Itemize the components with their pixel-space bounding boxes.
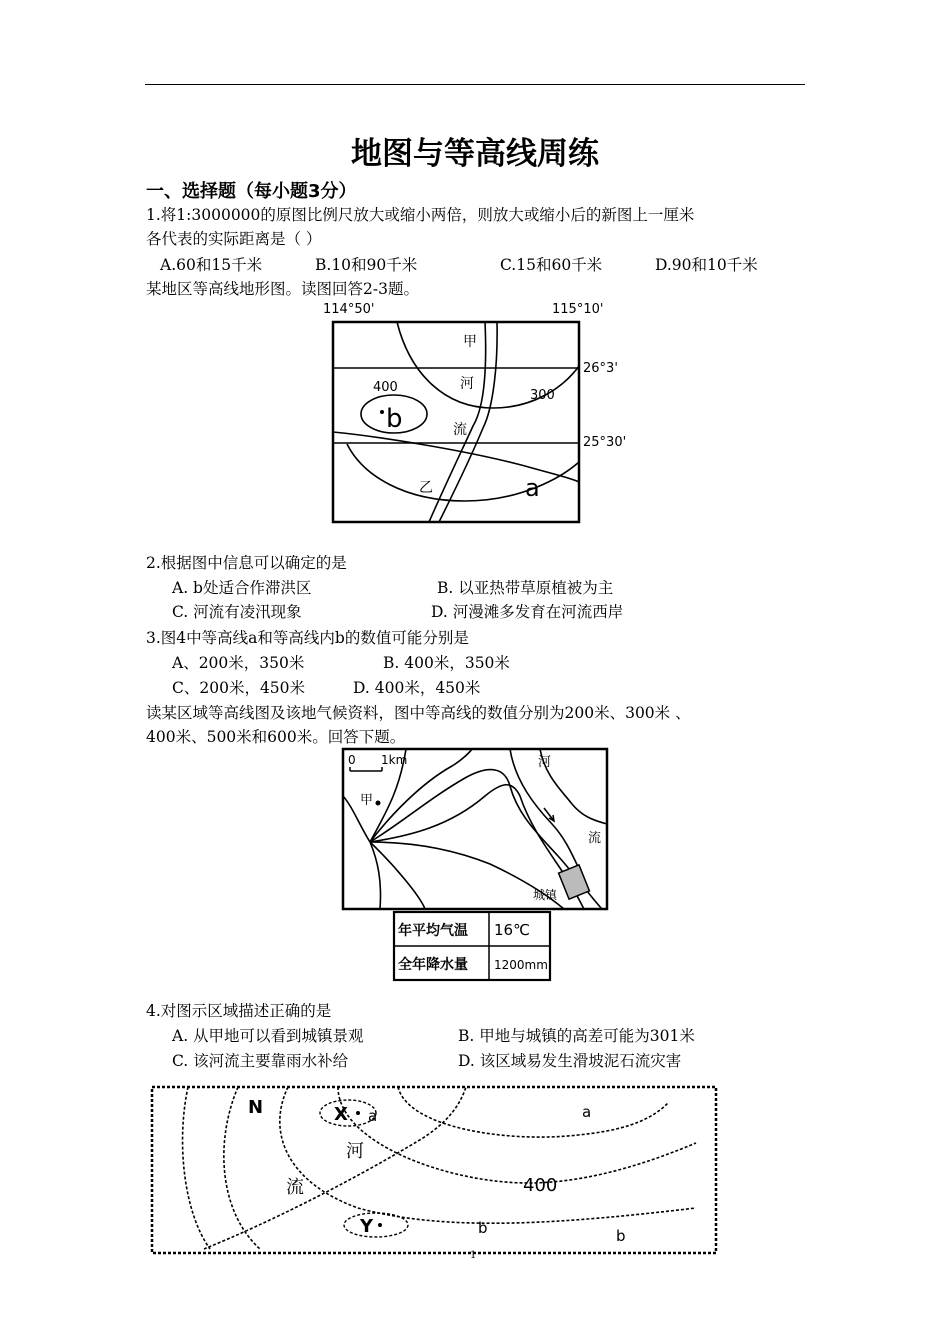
q4-option-c: C. 该河流主要靠雨水补给 [172,1052,349,1070]
point-y-dot [378,1223,382,1227]
q1-option-c: C.15和60千米 [500,256,603,274]
river-char-3: 流 [453,422,467,438]
page-number: 1 [470,1250,477,1261]
point-jia-label: 甲 [360,793,374,808]
q1-option-b: B.10和90千米 [315,256,418,274]
q3-option-a: A、200米，350米 [172,654,305,672]
q3-option-c: C、200米，450米 [172,679,306,697]
q1-option-d: D.90和10千米 [655,256,758,274]
town-label: 城镇 [533,888,558,902]
contour-a-label: a [525,474,540,502]
point-y-label: Y [360,1216,374,1237]
table-value-temp: 16℃ [494,921,530,939]
label-a-2: a [582,1103,592,1121]
contour-line-5 [370,842,425,909]
q1-option-a: A.60和15千米 [160,256,263,274]
town-block [559,865,590,899]
table-value-precip: 1200mm [494,958,548,972]
table-label-precip: 全年降水量 [398,957,468,973]
q4-option-d: D. 该区域易发生滑坡泥石流灾害 [458,1052,682,1070]
river-flow-arrow [544,808,554,821]
table-label-temp: 年平均气温 [398,923,468,939]
scale-zero: 0 [348,753,356,767]
river-char-1: 河 [538,755,552,770]
contour-400-label: 400 [523,1175,558,1196]
q1-stem-line1: 1.将1:3000000的原图比例尺放大或缩小两倍，则放大或缩小后的新图上一厘米 [146,206,695,224]
page-title: 地图与等高线周练 [351,136,599,172]
q2-stem: 2.根据图中信息可以确定的是 [146,554,347,572]
contour-map-1 [315,296,635,528]
north-arrow-label: N [248,1097,264,1118]
point-x-dot [356,1111,360,1115]
lon-right-label: 115°10' [552,302,604,317]
contour-line-6 [370,842,381,909]
q3-stem: 3.图4中等高线a和等高线内b的数值可能分别是 [146,629,469,647]
river-char-4: 乙 [419,480,433,496]
q3-option-b: B. 400米，350米 [383,654,510,672]
contour-map-2 [340,746,612,986]
river-char-1: 河 [346,1141,364,1162]
point-jia-dot [376,801,381,806]
river-bank-east [439,322,497,522]
label-b-1: b [478,1219,488,1237]
river-char-1: 甲 [463,334,477,350]
section-heading: 一、选择题（每小题3分） [146,181,357,202]
q2-option-d: D. 河漫滩多发育在河流西岸 [431,603,624,621]
intro-q2-3: 某地区等高线地形图。读图回答2-3题。 [146,280,419,298]
lon-left-label: 114°50' [323,302,375,317]
point-b-dot [380,410,384,414]
lat-top-label: 26°3' [583,361,618,376]
label-a-1: a [368,1107,378,1125]
point-x-label: X [334,1104,348,1125]
contour-left-1 [183,1087,210,1249]
contour-400 [338,1087,696,1183]
contour-a [398,1087,668,1137]
q4-stem: 4.对图示区域描述正确的是 [146,1002,332,1020]
contour-map-3 [148,1083,720,1258]
header-rule [145,84,805,85]
q2-option-a: A. b处适合作滞洪区 [172,579,312,597]
lat-bottom-label: 25°30' [583,435,627,450]
q2-option-c: C. 河流有凌汛现象 [172,603,302,621]
contour-300-label: 300 [530,388,555,403]
label-b-2: b [616,1227,626,1245]
map3-frame [152,1087,716,1253]
river-char-2: 流 [588,831,602,846]
river-char-2: 流 [286,1177,304,1198]
q4-option-a: A. 从甲地可以看到城镇景观 [172,1027,364,1045]
q1-stem-line2: 各代表的实际距离是（ ） [146,230,322,248]
q4-option-b: B. 甲地与城镇的高差可能为301米 [458,1027,695,1045]
contour-upper [333,432,579,482]
closed-contour-y [344,1213,408,1237]
contour-400-label: 400 [373,380,398,395]
point-b-label: b [386,404,403,434]
intro-q4-line2: 400米、500米和600米。回答下题。 [146,728,406,746]
scale-1km: 1km [381,753,408,767]
intro-q4-line1: 读某区域等高线图及该地气候资料，图中等高线的数值分别为200米、300米 、 [146,704,691,722]
q2-option-b: B. 以亚热带草原植被为主 [437,579,614,597]
q3-option-d: D. 400米，450米 [353,679,481,697]
river-char-2: 河 [460,376,474,392]
